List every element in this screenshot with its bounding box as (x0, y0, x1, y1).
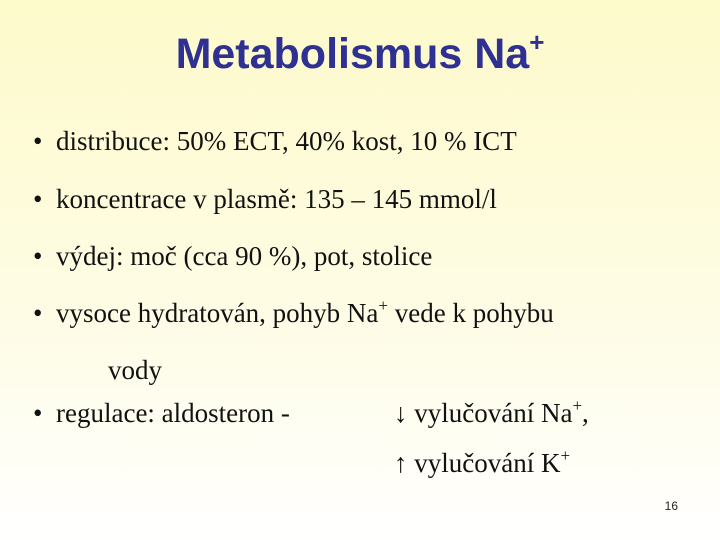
bullet-icon: • (33, 184, 43, 214)
continuation-text: vody (108, 355, 162, 385)
down-arrow-icon: ↓ (394, 398, 408, 428)
effect-text: vylučování K (407, 448, 561, 478)
bullet-item-distribuce (33, 128, 517, 155)
bullet-item-koncentrace (33, 186, 497, 213)
bullet-icon: • (33, 126, 43, 156)
title-superscript: + (529, 26, 545, 57)
bullet-text: výdej: moč (cca 90 %), pot, stolice (56, 241, 433, 271)
effect-text: vylučování Na (407, 398, 573, 428)
bullet-item-regulace (33, 400, 290, 427)
bullet-continuation (108, 357, 162, 384)
bullet-text-after: vede k pohybu (388, 298, 554, 328)
bullet-text: regulace: aldosteron - (56, 398, 290, 428)
regulation-effect-k (394, 446, 571, 478)
regulation-effect-na (394, 396, 589, 428)
title-text: Metabolismus Na (175, 30, 530, 78)
bullet-text: distribuce: 50% ECT, 40% kost, 10 % ICT (56, 126, 517, 156)
bullet-text-before: vysoce hydratován, pohyb Na (56, 298, 379, 328)
superscript-plus: + (378, 296, 389, 315)
bullet-item-hydratace (33, 296, 554, 328)
bullet-item-vydej (33, 243, 432, 270)
bullet-icon: • (33, 298, 43, 328)
bullet-icon: • (33, 241, 43, 271)
effect-suffix: , (582, 398, 589, 428)
bullet-text: koncentrace v plasmě: 135 – 145 mmol/l (56, 184, 497, 214)
up-arrow-icon: ↑ (394, 448, 408, 478)
superscript-plus: + (560, 446, 571, 465)
page-number: 16 (664, 499, 678, 513)
superscript-plus: + (572, 396, 583, 415)
slide-title (0, 26, 720, 79)
bullet-icon: • (33, 398, 43, 428)
